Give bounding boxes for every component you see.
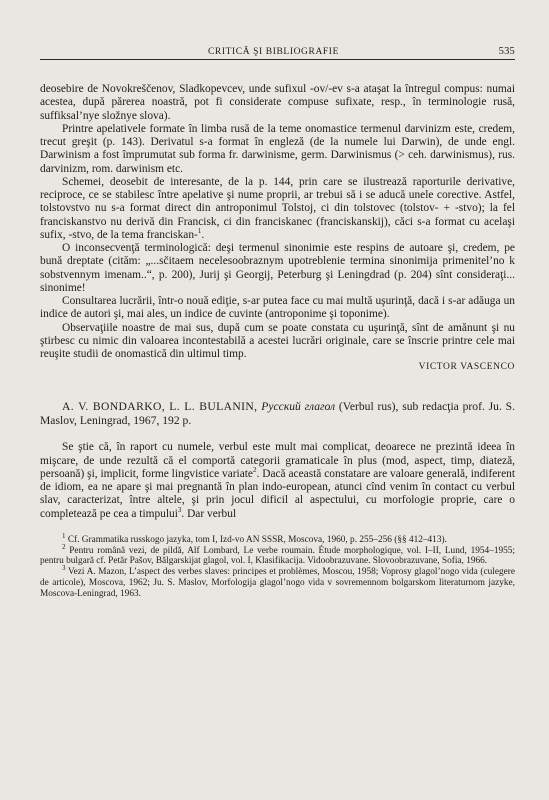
review-authors: A. V. BONDARKO, L. L. BULANIN,	[62, 400, 258, 414]
footnote-ref: 1	[197, 226, 202, 235]
review-title-ro: (Verbul rus),	[338, 400, 399, 414]
paragraph-text: Se ştie că, în raport cu numele, verbul este mult mai complicat, deoarece ne prezintă ideea în mişcare, de unde rezultă că el comportă categorii gramaticale în plus (mod, aspect, timp, diateză, persoană) şi, implicit, forme lingvistice variate	[40, 441, 515, 480]
reviewer-signature: VICTOR VASCENCO	[418, 362, 515, 373]
paragraph-end: .	[201, 228, 205, 241]
running-header	[40, 46, 515, 60]
footnote-number: 2	[62, 542, 66, 551]
footnote	[40, 531, 515, 546]
footnote-number: 1	[62, 531, 66, 540]
running-title: CRITICĂ ŞI BIBLIOGRAFIE	[208, 47, 339, 57]
paragraph: deosebire de Novokreščenov, Sladkopevcev, unde sufixul -ov/-ev s-a ataşat la întregul compus: numai acestea, după părerea noastră, pot fi considerate compuse sufixate, resp., în terminologie rusă, suffiksal’nye složnye slova).	[40, 83, 515, 122]
footnote-ref: 3	[177, 505, 182, 514]
review-entry	[40, 400, 515, 521]
article-continuation	[40, 83, 515, 361]
paragraph-text: Schemei, deosebit de interesante, de la p. 144, prin care se ilustrează raporturile derivative, reciproce, ce se stabilesc între apelative şi nume proprii, ar trebui să i se aducă unele corective. Astfel, tolstovstvo nu s-a format direct din antroponimul Tolstoj, ci din tolstovec (tolstov- + -stvo); la fel franciskanstvo nu derivă din Francisk, ci din franciskanec (franciskanskij), căci s-a format cu acelaşi sufix, -stvo, de la tema franciskan-	[40, 175, 515, 241]
footnote-number: 3	[62, 564, 66, 573]
review-heading	[40, 400, 515, 427]
footnotes	[40, 531, 515, 600]
paragraph: O inconsecvenţă terminologică: deşi termenul sinonimie este respins de autoare şi, credem, pe bună dreptate (cităm: „...sčitaem necelesoobraznym upotreblenie termina sinonimija primenitel’no k sobstvennym imenam..“, p. 200), Jurij şi Georgij, Peterburg şi Leningdrad (p. 204) sînt consideraţi... sinonime!	[40, 242, 515, 294]
footnote	[40, 542, 515, 568]
review-details: sub redacţia prof. Ju. S. Maslov, Leningrad, 1967, 192 p.	[40, 400, 516, 427]
paragraph: Observaţiile noastre de mai sus, după cum se poate constata cu uşurinţă, sînt de amănunt şi nu ştirbesc cu nimic din valoarea incontestabilă a acestei lucrări originale, care se înscrie printre cele mai reuşite studii de onomastică din ultimul timp.	[40, 321, 515, 360]
page-number: 535	[498, 46, 515, 57]
review-body	[40, 441, 515, 521]
paragraph: Consultarea lucrării, într-o nouă ediţie, s-ar putea face cu mai multă uşurinţă, dacă i s-ar adăuga un indice de autori şi, mai ales, un indice de cuvinte (antroponime şi toponime).	[40, 295, 515, 321]
paragraph	[40, 176, 515, 242]
footnote-text: Cf. Grammatika russkogo jazyka, tom I, Izd-vo AN SSSR, Moscova, 1960, p. 255–256 (§§ 412–413).	[67, 534, 447, 545]
footnote	[40, 564, 515, 599]
paragraph-end: . Dar verbul	[181, 507, 237, 520]
footnote-text: Vezi A. Mazon, L’aspect des verbes slaves: principes et problèmes, Moscou, 1958; Voprosy glagol’nogo vida (culegere de articole), Moscova, 1962; Ju. S. Maslov, Morfologija glagol’nogo vida v sovremennom bolgarskom literaturnom jazyke, Moscova-Leningrad, 1963.	[40, 567, 515, 599]
review-title-ru: Русский глагол	[261, 400, 336, 414]
paragraph	[40, 441, 515, 521]
paragraph: Printre apelativele formate în limba rusă de la teme onomastice termenul darvinizm este, credem, trecut greşit (p. 143). Derivatul s-a format în engleză (de la numele lui Darwin), de unde engl. Darwinism a fost împrumutat sub forma fr. darwinisme, germ. Darwinismus (> ceh. darwinismus), rus. darvinizm, rom. darwinism etc.	[40, 122, 515, 175]
footnote-ref: 2	[253, 465, 257, 474]
footnote-text: Pentru română vezi, de pildă, Alf Lombard, Le verbe roumain. Étude morphologique, vol. I–II, Lund, 1954–1955; pentru bulgară cf. Petăr Pašov, Bălgarskijat glagol, vol. I, Klasifikacija. Vidoobrazuvane. Slovoobrazuvane, Sofia, 1966.	[40, 545, 515, 567]
paragraph-text: . Dacă această constatare are valoare generală, indiferent de idiom, ea ne apare şi mai pregnantă în plan indo-european, atunci cînd venim în contact cu verbul slav, caracterizat, între altele, şi prin jocul dificil al aspectului, cu morfologie proprie, care o completează pe cea a timpului	[40, 467, 516, 520]
